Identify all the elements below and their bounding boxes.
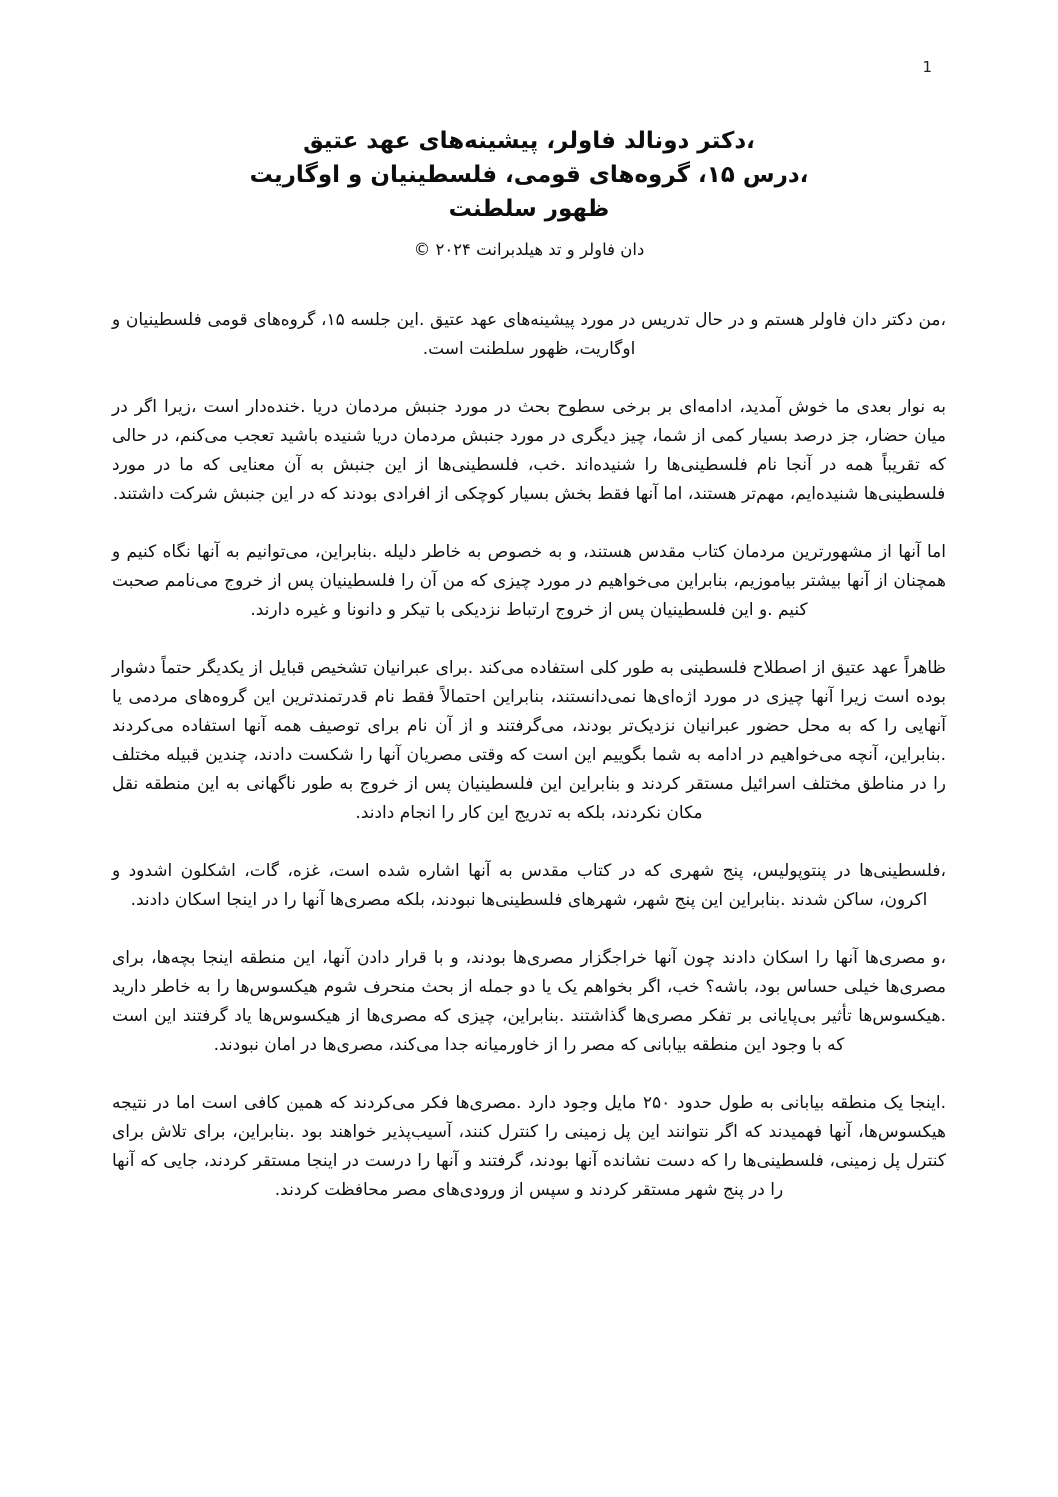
page-number: 1	[922, 58, 932, 76]
title-line-1: ،دکتر دونالد فاولر، پیشینه‌های عهد عتیق	[303, 128, 755, 154]
document-title	[112, 0, 946, 226]
paragraph-4: ظاهراً عهد عتیق از اصطلاح فلسطینی به طور کلی استفاده می‌کند .برای عبرانیان تشخیص قبایل از یکدیگر حتماً دشوار بوده است زیرا آنها چیزی در مورد اژه‌ای‌ها نمی‌دانستند، بنابراین احتمالاً فقط نام قدرتمندترین این گروه‌های مردمی یا آنهایی را که به محل حضور عبرانیان نزدیک‌تر بودند، می‌گرفتند و از آن نام برای توصیف همه آنها استفاده می‌کردند .بنابراین، آنچه می‌خواهیم در ادامه به شما بگوییم این است که وقتی مصریان آنها را شکست دادند، چندین قبیله مختلف را در مناطق مختلف اسرائیل مستقر کردند و بنابراین این فلسطینیان پس از خروج به طور ناگهانی به این منطقه نقل مکان نکردند، بلکه به تدریج این کار را انجام دادند.	[112, 658, 946, 823]
paragraph-7: .اینجا یک منطقه بیابانی به طول حدود ۲۵۰ مایل وجود دارد .مصری‌ها فکر می‌کردند که همین کافی است اما در نتیجه هیکسوس‌ها، آنها فهمیدند که اگر نتوانند این پل زمینی را کنترل کنند، آسیب‌پذیر خواهند بود .بنابراین، برای تلاش برای کنترل پل زمینی، فلسطینی‌ها را که دست نشانده آنها بودند، گرفتند و آنها را درست در اینجا مستقر کردند، جایی که آنها را در پنج شهر مستقر کردند و سپس از ورودی‌های مصر محافظت کردند.	[112, 1093, 946, 1200]
paragraph-1: ،من دکتر دان فاولر هستم و در حال تدریس در مورد پیشینه‌های عهد عتیق .این جلسه ۱۵، گروه‌های قومی فلسطینیان و اوگاریت، ظهور سلطنت است.	[112, 310, 946, 359]
document-body	[112, 306, 946, 1205]
paragraph-3: اما آنها از مشهورترین مردمان کتاب مقدس هستند، و به خصوص به خاطر دلیله .بنابراین، می‌توانیم به آنها نگاه کنیم و همچنان از آنها بیشتر بیاموزیم، بنابراین می‌خواهیم در مورد چیزی که من آن را فلسطینیان پس از خروج می‌نامم صحبت کنیم .و این فلسطینیان پس از خروج ارتباط نزدیکی با تیکر و دانونا و غیره دارند.	[112, 542, 946, 620]
title-line-3: ظهور سلطنت	[448, 196, 610, 222]
paragraph-6: ،و مصری‌ها آنها را اسکان دادند چون آنها خراجگزار مصری‌ها بودند، و با قرار دادن آنها، این منطقه اینجا بچه‌ها، برای مصری‌ها خیلی حساس بود، باشه؟ خب، اگر بخواهم یک یا دو جمله از بحث منحرف شوم هیکسوس‌ها را به خاطر دارید .هیکسوس‌ها تأثیر بی‌پایانی بر تفکر مصری‌ها گذاشتند .بنابراین، چیزی که مصری‌ها از هیکسوس‌ها یاد گرفتند این است که با وجود این منطقه بیابانی که مصر را از خاورمیانه جدا می‌کند، مصری‌ها در امان نبودند.	[112, 948, 946, 1055]
paragraph-5: ،فلسطینی‌ها در پنتوپولیس، پنج شهری که در کتاب مقدس به آنها اشاره شده است، غزه، گات، اشکلون اشدود و اکرون، ساکن شدند .بنابراین این پنج شهر، شهرهای فلسطینی‌ها نبودند، بلکه مصری‌ها آنها را در اینجا اسکان دادند.	[112, 861, 946, 910]
title-line-2: ،درس ۱۵، گروه‌های قومی، فلسطینیان و اوگاریت	[249, 162, 809, 188]
paragraph-2: به نوار بعدی ما خوش آمدید، ادامه‌ای بر برخی سطوح بحث در مورد جنبش مردمان دریا .خنده‌دار است ،زیرا اگر در میان حضار، جز درصد بسیار کمی از شما، چیز دیگری در مورد جنبش مردمان دریا شنیده باشید تعجب می‌کنم، در حالی که تقریباً همه در آنجا نام فلسطینی‌ها را شنیده‌اند .خب، فلسطینی‌ها از این جنبش به آن معنایی که ما در مورد فلسطینی‌ها شنیده‌ایم، مهم‌تر هستند، اما آنها فقط بخش بسیار کوچکی از افرادی بودند که در این جنبش شرکت داشتند.	[112, 397, 946, 504]
byline-copyright: دان فاولر و تد هیلدبرانت ۲۰۲۴ ©	[413, 240, 645, 259]
